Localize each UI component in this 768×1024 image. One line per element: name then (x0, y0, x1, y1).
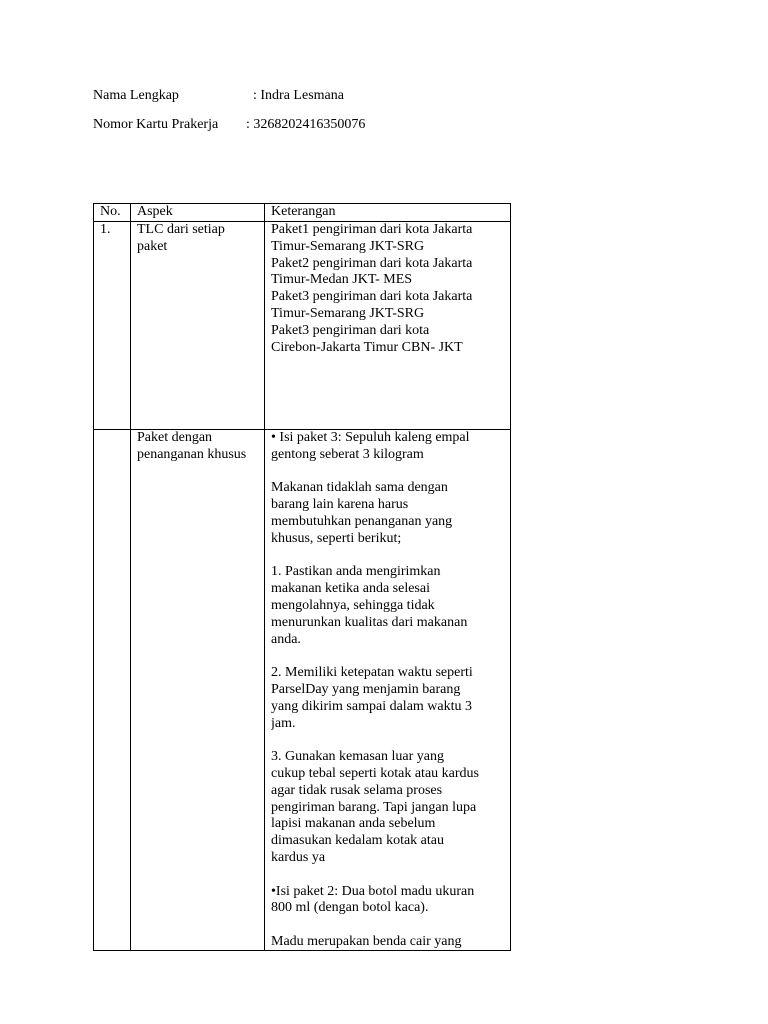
keterangan-line: pengiriman barang. Tapi jangan lupa (271, 799, 477, 815)
row-no: 1. (94, 222, 131, 430)
keterangan-line: Timur-Medan JKT- MES (271, 272, 413, 288)
keterangan-line: anda. (271, 631, 301, 647)
keterangan-line: Timur-Semarang JKT-SRG (271, 238, 425, 254)
table-header-row (94, 204, 511, 222)
paragraph-gap (271, 732, 504, 749)
keterangan-line: Madu merupakan benda cair yang (271, 933, 462, 948)
keterangan-line: • Isi paket 3: Sepuluh kaleng empal (271, 430, 470, 445)
row-keterangan (265, 222, 511, 430)
keterangan-line: Paket3 pengiriman dari kota Jakarta (271, 289, 473, 305)
aspect-table (93, 203, 511, 951)
keterangan-line: makanan ketika anda selesai (271, 581, 430, 597)
keterangan-line: khusus, seperti berikut; (271, 530, 402, 546)
keterangan-line: •Isi paket 2: Dua botol madu ukuran (271, 883, 475, 899)
keterangan-line: Paket3 pengiriman dari kota (271, 322, 430, 338)
header-aspek: Aspek (131, 204, 265, 222)
row-no (94, 430, 131, 951)
keterangan-line: Timur-Semarang JKT-SRG (271, 305, 425, 321)
keterangan-text (271, 430, 504, 948)
keterangan-line: dimasukan kedalam kotak atau (271, 833, 444, 849)
keterangan-line: membutuhkan penanganan yang (271, 513, 453, 529)
row-aspek: TLC dari setiap paket (131, 222, 265, 430)
keterangan-line: Makanan tidaklah sama dengan (271, 480, 448, 496)
keterangan-line: yang dikirim sampai dalam waktu 3 (271, 698, 473, 714)
paragraph-gap (271, 648, 504, 665)
keterangan-line: Paket1 pengiriman dari kota Jakarta (271, 222, 473, 237)
keterangan-line: lapisi makanan anda sebelum (271, 816, 436, 832)
keterangan-line: menurunkan kualitas dari makanan (271, 614, 468, 630)
table-row (94, 222, 511, 430)
keterangan-line: barang lain karena harus (271, 497, 409, 513)
keterangan-line: 800 ml (dengan botol kaca). (271, 900, 429, 916)
keterangan-line: 3. Gunakan kemasan luar yang (271, 749, 444, 765)
keterangan-line: cukup tebal seperti kotak atau kardus (271, 765, 479, 781)
row-aspek: Paket dengan penanganan khusus (131, 430, 265, 951)
paragraph-gap (271, 917, 504, 934)
keterangan-line: mengolahnya, sehingga tidak (271, 597, 435, 613)
paragraph-gap (271, 464, 504, 481)
header-no: No. (94, 204, 131, 222)
header-keterangan: Keterangan (265, 204, 511, 222)
keterangan-line: agar tidak rusak selama proses (271, 782, 443, 798)
keterangan-line: 2. Memiliki ketepatan waktu seperti (271, 665, 473, 681)
card-value: : 3268202416350076 (246, 117, 366, 132)
keterangan-line: jam. (271, 715, 296, 731)
row-keterangan (265, 430, 511, 951)
keterangan-line: ParselDay yang menjamin barang (271, 681, 461, 697)
keterangan-line: gentong seberat 3 kilogram (271, 446, 424, 462)
card-label: Nomor Kartu Prakerja (93, 117, 219, 132)
keterangan-text (271, 222, 504, 356)
keterangan-line: kardus ya (271, 849, 326, 865)
name-value: : Indra Lesmana (253, 88, 344, 103)
keterangan-line: Paket2 pengiriman dari kota Jakarta (271, 255, 473, 271)
name-label: Nama Lengkap (93, 88, 179, 103)
paragraph-gap (271, 867, 504, 884)
keterangan-line: Cirebon-Jakarta Timur CBN- JKT (271, 339, 463, 355)
paragraph-gap (271, 548, 504, 565)
keterangan-line: 1. Pastikan anda mengirimkan (271, 564, 441, 580)
table-row (94, 430, 511, 951)
